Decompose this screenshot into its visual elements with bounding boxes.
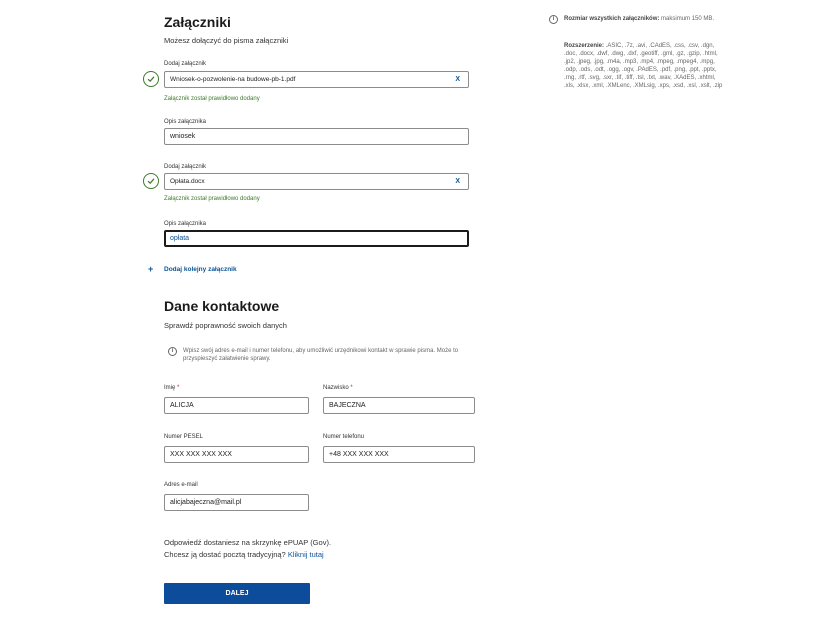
response-info-line2: Chcesz ją dostać pocztą tradycyjną? Kliknij tutaj: [164, 550, 324, 559]
check-circle-icon: [143, 173, 159, 189]
email-label: Adres e-mail: [164, 482, 198, 488]
attachment-extensions-info: [564, 42, 726, 90]
next-button[interactable]: DALEJ: [164, 583, 310, 604]
attachment-1-desc-input[interactable]: wniosek: [164, 128, 469, 145]
remove-attachment-1-button[interactable]: X: [455, 76, 460, 83]
contact-info-text: Wpisz swój adres e-mail i numer telefonu, aby umożliwić urzędnikowi kontakt w sprawie pisma. Może to przyspieszyć załatwienie sprawy.: [183, 348, 459, 362]
ext-label: Rozszerzenie:: [564, 43, 605, 49]
attachment-1-file-field[interactable]: [164, 71, 469, 88]
attachment-2-file-field[interactable]: [164, 173, 469, 190]
response-info-line1: Odpowiedź dostaniesz na skrzynkę ePUAP (Gov).: [164, 538, 332, 547]
info-icon: i: [168, 347, 177, 356]
size-label: Rozmiar wszystkich załączników:: [564, 16, 660, 22]
attachment-2-desc-input[interactable]: opłata: [164, 230, 469, 247]
pesel-input[interactable]: XXX XXX XXX XXX: [164, 446, 309, 463]
ext-value: .ASIC, .7z, .avi, .CAdES, .css, .csv, .dgn, .doc, .docx, .dwf, .dwg, .dxf, .geotiff, .gml, .gz, .gzip, .html, .jp2, .jpeg, .jpg, .m4a, .mp3, .mp4, .mpeg, .mpeg4, .mpg, .odp, .ods, .odt, .ogg, .ogv, .PAdES, .pdf, .png, .ppt, .pptx, .rng, .rtf, .svg, .sxr, .tif, .tiff, .tsl, .txt, .wav, .XAdES, .xhtml, .xls, .xlsx, .xml, .XMLenc, .XMLsig, .xps, .xsd, .xsl, .xslt, .zip: [564, 43, 723, 89]
attachment-2-desc-label: Opis załącznika: [164, 221, 207, 227]
attachment-1-file-name: Wniosek-o-pozwolenie-na budowe-pb-1.pdf: [170, 76, 296, 83]
email-input[interactable]: alicjabajeczna@mail.pl: [164, 494, 309, 511]
remove-attachment-2-button[interactable]: X: [455, 178, 460, 185]
info-icon: i: [549, 15, 558, 24]
first-name-input[interactable]: ALICJA: [164, 397, 309, 414]
add-attachment-link[interactable]: Dodaj kolejny załącznik: [164, 266, 237, 273]
contact-subtitle: Sprawdź poprawność swoich danych: [164, 321, 287, 330]
attachment-2-file-label: Dodaj załącznik: [164, 164, 207, 170]
traditional-mail-link[interactable]: Kliknij tutaj: [287, 550, 324, 559]
attachment-2-file-name: Opłata.docx: [170, 178, 205, 185]
phone-label: Numer telefonu: [323, 434, 365, 440]
contact-title: Dane kontaktowe: [164, 298, 280, 314]
size-value: maksimum 150 MB.: [661, 16, 715, 22]
last-name-input[interactable]: BAJECZNA: [323, 397, 475, 414]
attachment-1-success: Załącznik został prawidłowo dodany: [164, 96, 260, 102]
attachment-1-file-label: Dodaj załącznik: [164, 61, 207, 67]
first-name-label: Imię *: [164, 385, 180, 391]
attachments-subtitle: Możesz dołączyć do pisma załączniki: [164, 36, 289, 45]
last-name-label: Nazwisko *: [323, 385, 353, 391]
pesel-label: Numer PESEL: [164, 434, 204, 440]
attachment-1-desc-label: Opis załącznika: [164, 119, 207, 125]
attachments-title: Załączniki: [164, 14, 231, 30]
check-circle-icon: [143, 71, 159, 87]
phone-input[interactable]: +48 XXX XXX XXX: [323, 446, 475, 463]
attachment-size-info: [564, 15, 724, 23]
attachment-2-success: Załącznik został prawidłowo dodany: [164, 196, 260, 202]
plus-icon[interactable]: +: [148, 264, 154, 274]
